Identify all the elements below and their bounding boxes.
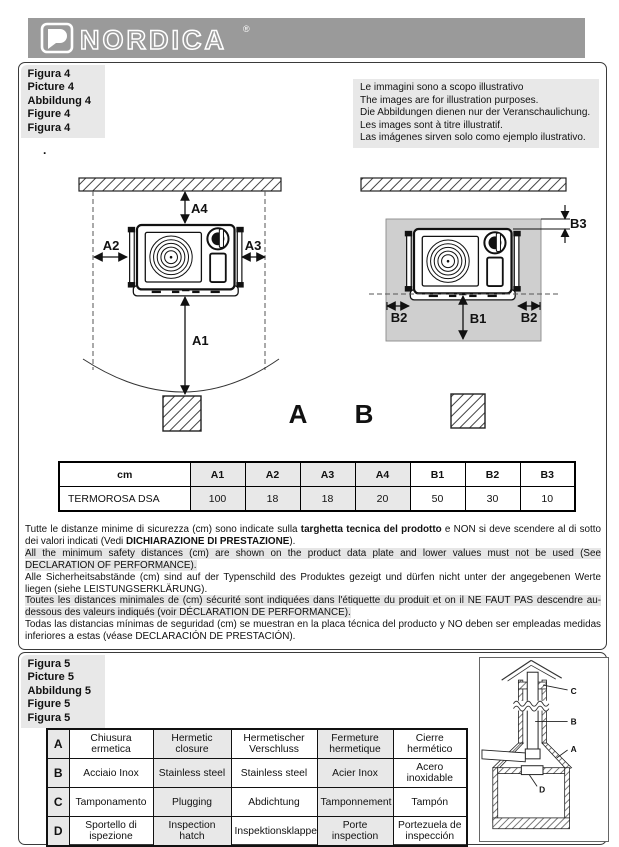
figure5-caption-line: Abbildung 5 [27, 684, 92, 697]
dist-col-header-A3: A3 [300, 462, 355, 487]
stray-dot: . [43, 143, 47, 157]
distance-table [58, 461, 576, 512]
legend-key-A: A [47, 729, 69, 759]
dist-col-header-A2: A2 [245, 462, 300, 487]
chimney-diagram-panel [479, 657, 609, 842]
hearth-block-a [163, 396, 201, 431]
legend-cell: Abdichtung [231, 788, 317, 817]
figure5-section [18, 652, 607, 845]
stove-pipe-inlet [482, 750, 525, 762]
stack-wall-right [542, 680, 546, 743]
model-name: TERMOROSA DSA [59, 487, 190, 512]
safety-distances-text [25, 524, 601, 643]
illustration-note-line: The images are for illustration purposes. [360, 94, 539, 106]
figure5-caption-line: Figura 5 [27, 657, 71, 670]
dist-col-header-A1: A1 [190, 462, 245, 487]
illustration-note-line: Le immagini sono a scopo illustrativo [360, 82, 524, 93]
legend-row-C [47, 788, 467, 817]
wall-b [361, 178, 566, 191]
legend-cell: Sportello di ispezione [69, 817, 153, 847]
legend-table [46, 728, 468, 847]
figure5-caption-line: Picture 5 [27, 671, 74, 684]
dim-label-b3: B3 [570, 216, 587, 231]
dist-row [59, 487, 575, 512]
illustration-note-line: Les images sont à titre illustratif. [360, 119, 503, 131]
dist-col-header-B1: B1 [410, 462, 465, 487]
safety-paragraph-es: Todas las distancias mínimas de seguridad (cm) se muestran en la placa técnica del producto y NO deben ser empleadas medidas inferiores a estas (véase DECLARACIÓN DE PRESTACIÓN). [25, 619, 601, 643]
legend-cell: Portezuela de inspección [393, 817, 467, 847]
dist-value-A1: 100 [190, 487, 245, 512]
figure4-caption-line: Figure 4 [27, 108, 71, 121]
legend-key-B: B [47, 759, 69, 788]
chimney-label-a: A [570, 743, 577, 754]
chamber-base [493, 818, 570, 829]
safety-paragraph-en: All the minimum safety distances (cm) are shown on the product data plate and lower values must not be used (See DECLARATION OF PERFORMANCE). [25, 547, 601, 571]
figure4-caption-line: Figura 4 [27, 121, 71, 134]
legend-row-B [47, 759, 467, 788]
dist-value-B1: 50 [410, 487, 465, 512]
dim-label-a1: A1 [192, 333, 209, 348]
dist-value-A3: 18 [300, 487, 355, 512]
dim-label-b1: B1 [469, 311, 487, 326]
dist-value-A4: 20 [355, 487, 410, 512]
illustration-note-line: Las imágenes sirven solo como ejemplo ilustrativo. [360, 132, 586, 144]
dim-label-a4: A4 [191, 201, 208, 216]
figure4-caption-line: Picture 4 [27, 81, 74, 94]
dim-label-a2: A2 [102, 238, 120, 253]
figure4-caption-line: Figura 4 [27, 67, 71, 80]
illustration-note [353, 79, 599, 148]
legend-cell: Acero inoxidable [393, 759, 467, 788]
dim-label-b2-right: B2 [520, 310, 538, 325]
figure5-caption [21, 655, 105, 729]
safety-paragraph-it: Tutte le distanze minime di sicurezza (cm) sono indicate sulla targhetta tecnica del prodotto e NON si deve scendere al di sotto dei valori indicati (Vedi DICHIARAZIONE DI PRESTAZIONE). [25, 524, 602, 547]
legend-cell: Stainless steel [153, 759, 231, 788]
figure4-caption-line: Abbildung 4 [27, 94, 92, 107]
legend-cell: Inspektionsklappe [231, 817, 317, 847]
hearth-block-b [451, 394, 485, 428]
illustration-note-line: Die Abbildungen dienen nur der Veranschaulichung. [360, 107, 591, 119]
legend-cell: Chiusura ermetica [69, 729, 153, 759]
brand-name: NORDICA [80, 25, 227, 55]
nordica-logo [28, 18, 585, 58]
chimney-label-d: D [539, 784, 546, 795]
chimney-label-b: B [570, 716, 577, 727]
dist-col-header-B3: B3 [520, 462, 575, 487]
legend-row-D [47, 817, 467, 847]
legend-key-D: D [47, 817, 69, 847]
shoulder-right [542, 743, 572, 770]
legend-cell: Acier Inox [317, 759, 393, 788]
chimney-label-c: C [570, 685, 577, 696]
pipe-tee [525, 749, 540, 759]
legend-cell: Acciaio Inox [69, 759, 153, 788]
legend-cell: Hermetic closure [153, 729, 231, 759]
inspection-hatch [521, 766, 543, 775]
stove-top-view-b [405, 229, 521, 300]
legend-row-A [47, 729, 467, 759]
leader-d [529, 775, 537, 787]
legend-cell: Cierre hermético [393, 729, 467, 759]
dist-col-header-cm: cm [59, 462, 190, 487]
legend-cell: Tamponamento [69, 788, 153, 817]
legend-cell: Inspection hatch [153, 817, 231, 847]
registered-mark: ® [243, 24, 250, 34]
chamber-wall-right [565, 768, 570, 823]
chamber-wall-left [493, 768, 498, 823]
wall-a [79, 178, 281, 191]
distance-table-header-row [59, 462, 575, 487]
safety-paragraph-de: Alle Sicherheitsabstände (cm) sind auf der Typenschild des Produktes gezeigt und dürfen nicht unter der angegebenen Werte liegen (siehe LEISTUNGSERKLÄRUNG). [25, 571, 601, 595]
legend-cell: Porte inspection [317, 817, 393, 847]
dist-value-B2: 30 [465, 487, 520, 512]
legend-cell: Tampón [393, 788, 467, 817]
legend-cell: Fermeture hermetique [317, 729, 393, 759]
logo-mark-icon [48, 29, 67, 49]
chamber-top-right [543, 768, 565, 774]
legend-cell: Hermetischer Verschluss [231, 729, 317, 759]
dist-col-header-B2: B2 [465, 462, 520, 487]
chamber-top-left [498, 768, 522, 774]
figure4-section [18, 62, 607, 650]
clearance-diagram [21, 163, 604, 448]
dist-value-B3: 10 [520, 487, 575, 512]
figure5-caption-line: Figure 5 [27, 698, 71, 711]
legend-cell: Plugging [153, 788, 231, 817]
chimney-diagram [480, 658, 606, 839]
dist-col-header-A4: A4 [355, 462, 410, 487]
diagram-b-label: B [354, 399, 374, 429]
figure5-caption-line: Figura 5 [27, 711, 71, 724]
dim-label-a3: A3 [244, 238, 262, 253]
safety-paragraph-fr: Toutes les distances minimales de (cm) sécurité sont indiquées dans l'étiquette du produit et on il NE FAUT PAS descendre au-dessous des valeurs indiqués (voir DÉCLARATION DE PERFORMANCE). [25, 595, 601, 619]
dim-label-b2-left: B2 [390, 310, 408, 325]
brand-header-bar [28, 18, 585, 58]
legend-cell: Stainless steel [231, 759, 317, 788]
dist-value-A2: 18 [245, 487, 300, 512]
stack-wall-left [518, 680, 522, 743]
stove-top-view-a [128, 225, 244, 296]
legend-key-C: C [47, 788, 69, 817]
flue-pipe [527, 672, 538, 751]
legend-cell: Tamponnement [317, 788, 393, 817]
diagram-a-label: A [288, 399, 308, 429]
leader-a [557, 750, 568, 758]
clearance-arc [83, 359, 279, 392]
figure4-caption [21, 65, 105, 139]
